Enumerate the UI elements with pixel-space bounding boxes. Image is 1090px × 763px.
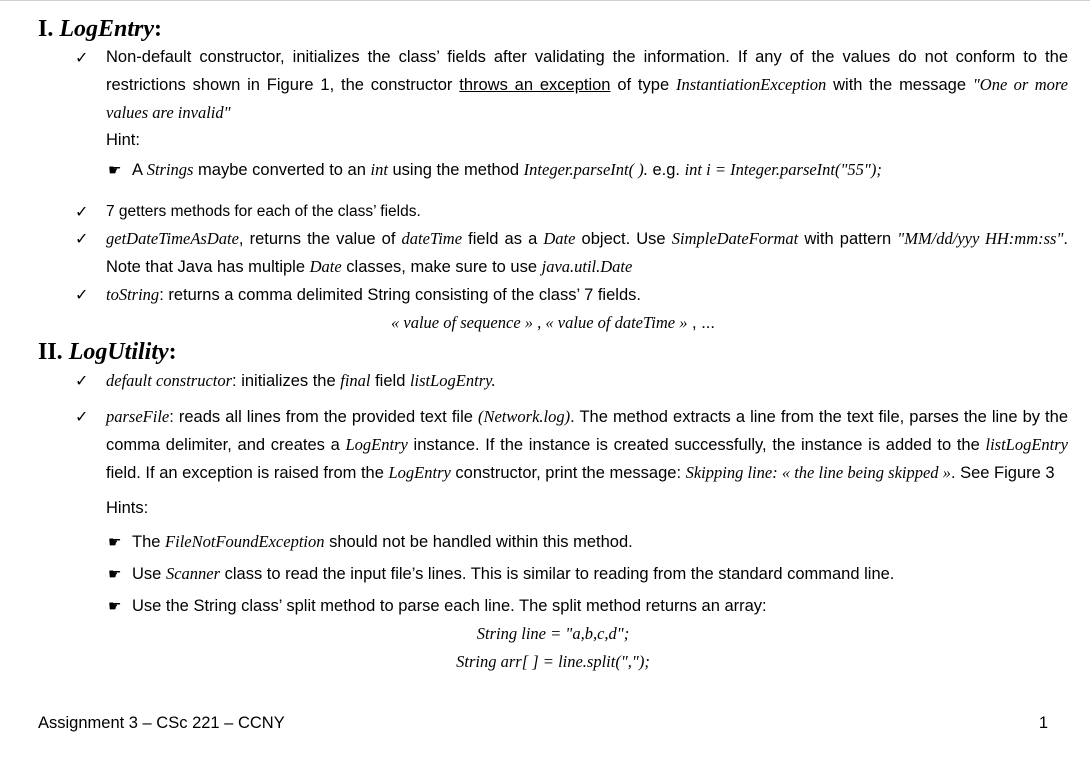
- h2-class: Scanner: [165, 564, 221, 583]
- pf-class: LogEntry: [345, 435, 408, 454]
- check-icon: ✓: [75, 407, 89, 426]
- hand-pointer-icon: ☛: [108, 597, 122, 615]
- check-icon: ✓: [75, 229, 89, 248]
- pf-file: (Network.log): [477, 407, 571, 426]
- pf-text-d: field. If an exception is raised from the: [106, 464, 389, 482]
- footer-title: Assignment 3 – CSc 221 – CCNY: [38, 714, 285, 732]
- pf-field: listLogEntry: [985, 435, 1068, 454]
- section-heading-logentry: [38, 14, 1068, 44]
- section-numeral: II.: [38, 339, 63, 365]
- hint-text-a: A: [132, 161, 147, 179]
- list-item-tostring: [38, 281, 1068, 309]
- hint-parseint: [38, 156, 1068, 184]
- pf-text-e: constructor, print the message:: [450, 464, 686, 482]
- page-footer: [38, 710, 1048, 736]
- list-item-constructor: [38, 44, 1068, 127]
- heading-colon: :: [154, 16, 163, 42]
- constructor-text-b: of type: [610, 76, 676, 94]
- h1-exception: FileNotFoundException: [165, 532, 325, 551]
- check-icon: ✓: [75, 202, 89, 221]
- constructor-text-c: with the message: [826, 76, 973, 94]
- pf-text-c: instance. If the instance is created successfully, the instance is added to the: [407, 436, 986, 454]
- document-page: [38, 14, 1068, 676]
- check-icon: ✓: [75, 285, 89, 304]
- section-title: LogUtility: [68, 339, 169, 365]
- section-numeral: I.: [38, 16, 54, 42]
- throws-exception-text: throws an exception: [459, 76, 611, 94]
- pf-message: Skipping line: « the line being skipped »: [685, 463, 951, 482]
- code-text: String line = "a,b,c,d";: [476, 624, 630, 643]
- method-name: getDateTimeAsDate: [106, 229, 239, 248]
- exception-name: InstantiationException: [675, 75, 827, 94]
- hint-int: int: [370, 160, 388, 179]
- hint-method: Integer.parseInt( ).: [523, 160, 648, 179]
- gdt-date-2: Date: [309, 257, 342, 276]
- hint-text-d: e.g.: [647, 161, 685, 179]
- gdt-pattern: "MM/dd/yyy HH:mm:ss": [897, 229, 1064, 248]
- gdt-sdf: SimpleDateFormat: [671, 229, 799, 248]
- hand-pointer-icon: ☛: [108, 161, 122, 179]
- heading-colon: :: [168, 339, 177, 365]
- pf-text-b: . The method extracts a line from the text file, parses the line by the comma delimiter, and creates a: [106, 408, 1068, 454]
- h3-text: Use the String class’ split method to parse each line. The split method returns an array:: [132, 597, 767, 615]
- hint-filenotfound: [38, 528, 1068, 556]
- h2-text-a: Use: [132, 565, 166, 583]
- constructor-text: Non-default constructor, initializes the class’ fields after validating the information. If any of the values do not conform to the restrictions shown in Figure 1, the constructor: [106, 48, 1068, 94]
- tostring-text: : returns a comma delimited String consisting of the class’ 7 fields.: [159, 286, 641, 304]
- pf-class-2: LogEntry: [388, 463, 451, 482]
- hint-text-b: maybe converted to an: [193, 161, 371, 179]
- gdt-field: dateTime: [401, 229, 463, 248]
- h2-text-b: class to read the input file’s lines. This is similar to reading from the standard command line.: [220, 565, 895, 583]
- hints-label: Hints:: [106, 499, 149, 517]
- dc-field: listLogEntry.: [409, 371, 496, 390]
- hint-text-c: using the method: [387, 161, 524, 179]
- tostring-format-expr: « value of sequence » , « value of dateTime »: [391, 313, 688, 332]
- gdt-util: java.util.Date: [541, 257, 633, 276]
- section-heading-logutility: [38, 337, 1068, 367]
- hand-pointer-icon: ☛: [108, 533, 122, 551]
- tostring-format: [38, 309, 1068, 337]
- hand-pointer-icon: ☛: [108, 565, 122, 583]
- code-line-1: [38, 620, 1068, 648]
- gdt-text-f: classes, make sure to use: [341, 258, 542, 276]
- gdt-text-e: . Note that Java has multiple: [106, 230, 1068, 276]
- h1-text-b: should not be handled within this method.: [324, 533, 633, 551]
- hint-label: Hint:: [106, 131, 140, 149]
- gdt-date: Date: [543, 229, 576, 248]
- h1-text-a: The: [132, 533, 166, 551]
- exception-message: "One or more values are invalid": [106, 75, 1068, 122]
- dc-final: final: [340, 371, 371, 390]
- gdt-text-b: field as a: [462, 230, 544, 248]
- hint-scanner: [38, 560, 1068, 588]
- tostring-format-tail: , ...: [687, 314, 715, 332]
- top-border: [0, 0, 1090, 1]
- method-name: default constructor: [106, 371, 233, 390]
- list-item-getters: [38, 198, 1068, 225]
- gdt-text-a: , returns the value of: [238, 230, 402, 248]
- hint-split: [38, 592, 1068, 620]
- hint-example: int i = Integer.parseInt("55");: [684, 160, 882, 179]
- page-number: 1: [1038, 714, 1048, 732]
- code-text: String arr[ ] = line.split(",");: [456, 652, 650, 671]
- method-name: toString: [106, 285, 160, 304]
- method-name: parseFile: [106, 407, 170, 426]
- section-title: LogEntry: [59, 16, 155, 42]
- code-line-2: [38, 648, 1068, 676]
- hint-strings: Strings: [146, 160, 194, 179]
- list-item-getdatetimeasdate: [38, 225, 1068, 281]
- list-item-parsefile: [38, 403, 1068, 487]
- check-icon: ✓: [75, 48, 89, 67]
- list-item-default-constructor: [38, 367, 1068, 395]
- gdt-text-d: with pattern: [798, 230, 898, 248]
- dc-text-b: field: [370, 372, 410, 390]
- check-icon: ✓: [75, 371, 89, 390]
- getters-text: 7 getters methods for each of the class’ fields.: [106, 203, 421, 220]
- pf-text-f: . See Figure 3: [950, 464, 1055, 482]
- pf-text-a: : reads all lines from the provided text file: [169, 408, 478, 426]
- gdt-text-c: object. Use: [575, 230, 672, 248]
- dc-text-a: : initializes the: [232, 372, 341, 390]
